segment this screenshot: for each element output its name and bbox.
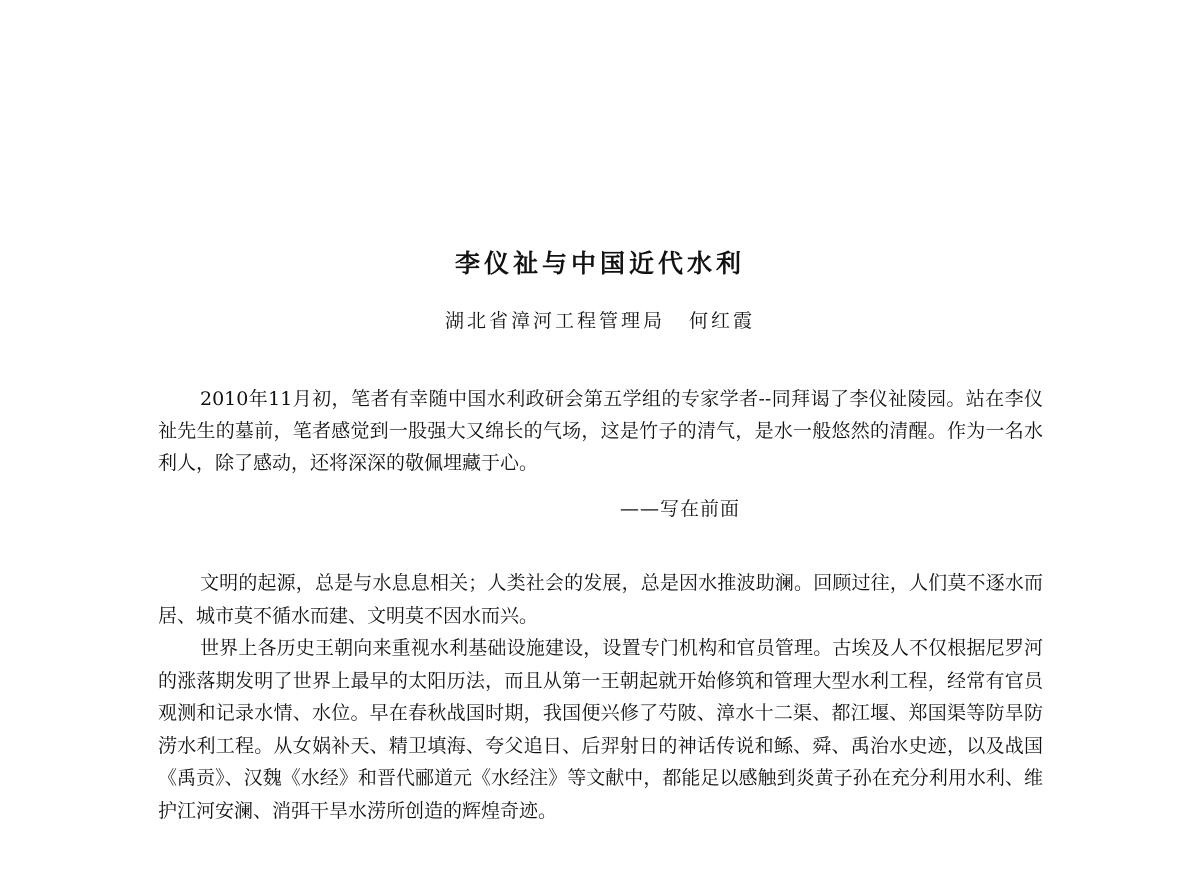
author-affiliation: 湖北省漳河工程管理局 <box>444 310 665 332</box>
body-paragraph: 世界上各历史王朝向来重视水利基础设施建设，设置专门机构和官员管理。古埃及人不仅根据尼罗河的涨落期发明了世界上最早的太阳历法，而且从第一王朝起就开始修筑和管理大型水利工程，经常有官员观测和记录水情、水位。早在春秋战国时期，我国便兴修了芍陂、漳水十二渠、都江堰、郑国渠等防旱防涝水利工程。从女娲补天、精卫填海、夸父追日、后羿射日的神话传说和鲧、舜、禹治水史迹，以及战国《禹贡》、汉魏《水经》和晋代郦道元《水经注》等文献中，都能足以感触到炎黄子孙在充分利用水利、维护江河安澜、消弭干旱水涝所创造的辉煌奇迹。 <box>158 637 1043 822</box>
preface-paragraph: 2010年11月初，笔者有幸随中国水利政研会第五学组的专家学者--同拜谒了李仪祉陵园。站在李仪祉先生的墓前，笔者感觉到一股强大又绵长的气场，这是竹子的清气，是水一般悠然的清醒。作为一名水利人，除了感动，还将深深的敬佩埋藏于心。 <box>158 388 1043 474</box>
byline <box>0 306 1200 336</box>
body-paragraph: 文明的起源，总是与水息息相关；人类社会的发展，总是因水推波助澜。回顾过往，人们莫不逐水而居、城市莫不循水而建、文明莫不因水而兴。 <box>158 572 1043 627</box>
author-name: 何红霞 <box>689 310 756 332</box>
article-title: 李仪祉与中国近代水利 <box>454 249 745 278</box>
article-body <box>158 567 1043 827</box>
preface-signoff: ——写在前面 <box>620 498 741 520</box>
